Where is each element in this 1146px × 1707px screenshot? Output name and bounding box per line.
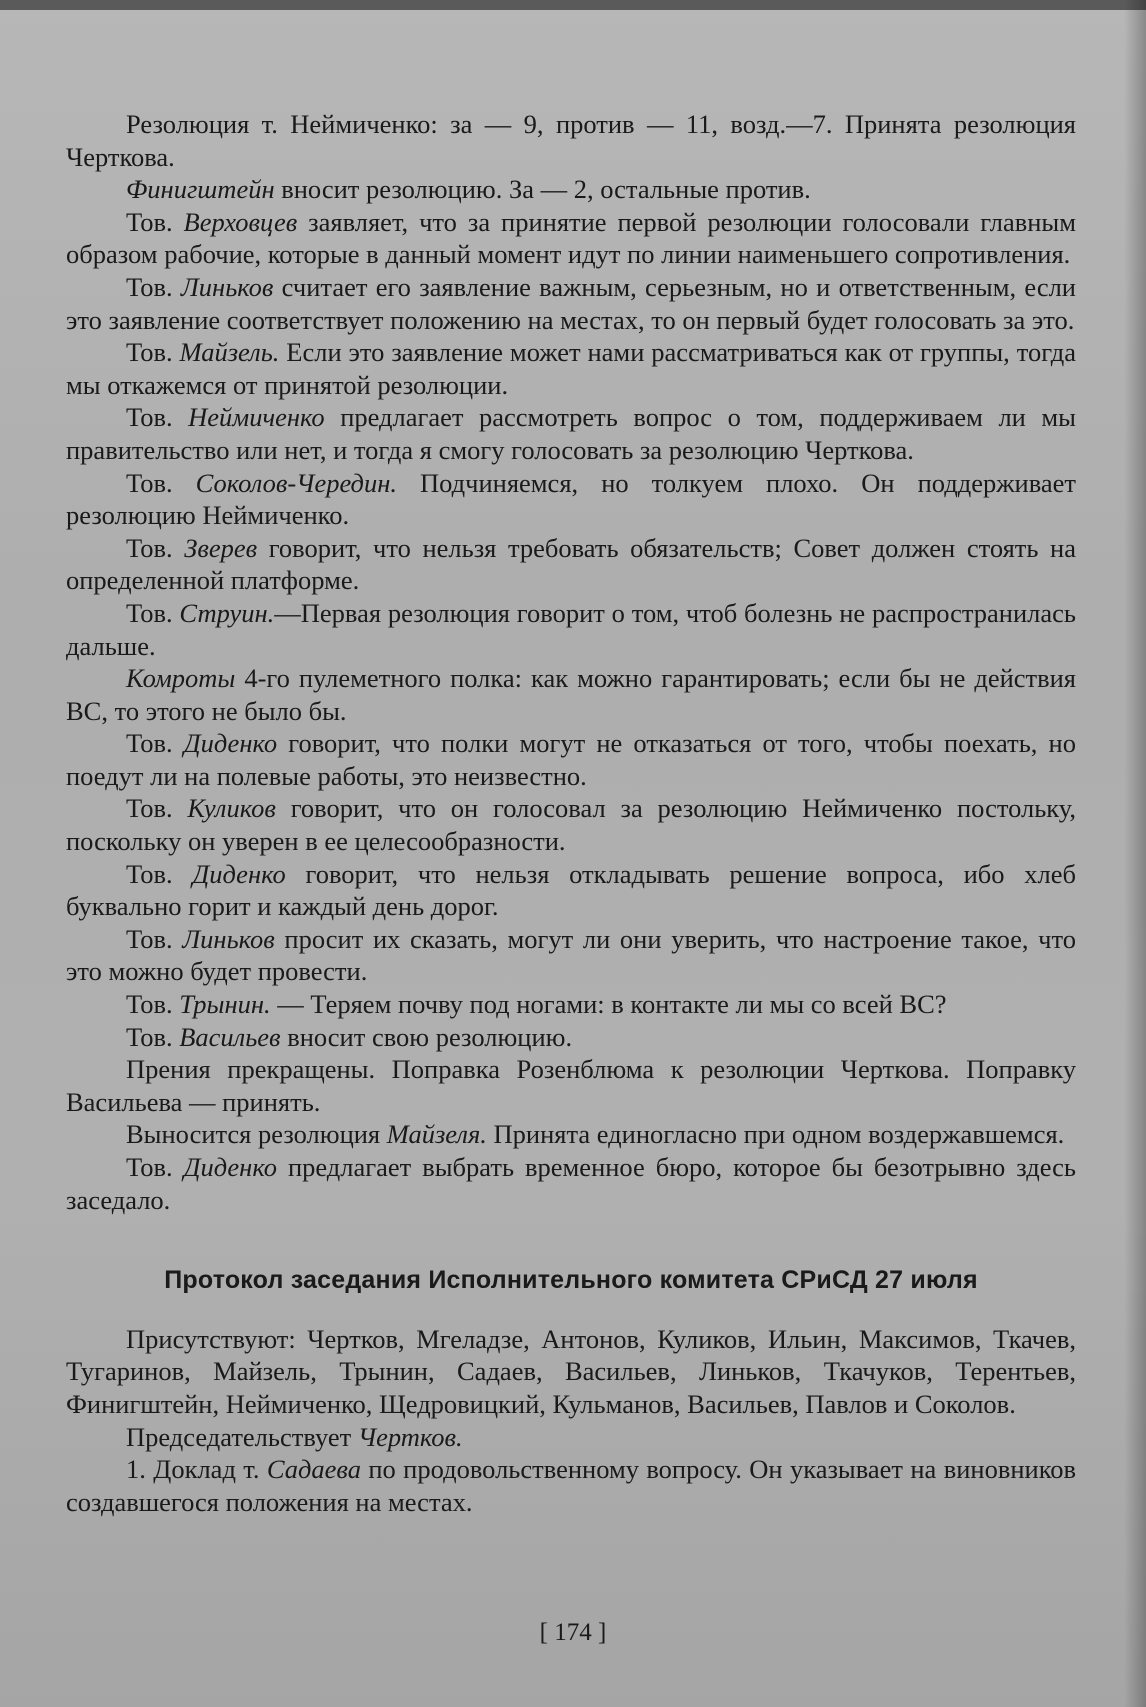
speaker-name: Майзеля. <box>386 1119 487 1150</box>
speaker-name: Финигштейн <box>126 174 275 205</box>
paragraph-text: по продовольственному вопросу. Он указывает на виновников создавшегося положения на местах. <box>66 1454 1076 1517</box>
paragraph-text: Тов. <box>126 532 185 563</box>
paragraph-text: Тов. <box>126 1021 180 1052</box>
paragraph-text: Председательствует <box>126 1421 358 1452</box>
speaker-name: Куликов <box>187 793 276 824</box>
paragraph-text: Тов. <box>126 923 183 954</box>
paragraph-text: Тов. <box>126 793 188 824</box>
speaker-name: Трынин. <box>179 989 271 1020</box>
paragraph-text: Подчиняемся, но толкуем плохо. Он поддерживает резолюцию Неймиченко. <box>66 467 1076 531</box>
paragraph-text: Тов. <box>126 337 180 368</box>
paragraph <box>66 988 1076 1021</box>
paragraph-text: Тов. <box>126 271 181 302</box>
speaker-name: Струин. <box>179 597 275 628</box>
paragraph-text: просит их сказать, могут ли они уверить, что настроение такое, что это можно будет провести. <box>66 923 1076 987</box>
paragraph-text: Прения прекращены. Поправка Розенблюма к резолюции Черткова. Поправку Васильева — принять. <box>66 1054 1076 1117</box>
paragraph-text: Тов. <box>126 1152 184 1182</box>
speaker-name: Диденко <box>183 728 278 759</box>
section-heading: Протокол заседания Исполнительного комитета СРиСД 27 июля <box>164 1266 978 1295</box>
paragraph-text: говорит, что он голосовал за резолюцию Неймиченко постольку, поскольку он уверен в ее целесообразности. <box>66 793 1076 857</box>
speaker-name: Комроты <box>126 663 236 694</box>
paragraph-text: Выносится резолюция <box>126 1119 387 1150</box>
page-number: [ 174 ] <box>539 1619 607 1646</box>
paragraph <box>66 923 1076 988</box>
paragraph <box>66 1151 1076 1216</box>
speaker-name: Диденко <box>192 858 286 889</box>
paragraph <box>66 1453 1076 1518</box>
paragraph <box>66 597 1076 662</box>
speaker-name: Зверев <box>184 532 258 563</box>
paragraph-text: Тов. <box>126 597 180 628</box>
paragraph-text: —Первая резолюция говорит о том, чтоб болезнь не распространилась дальше. <box>66 597 1076 661</box>
paragraph-text: предлагает выбрать временное бюро, которое бы безотрывно здесь заседало. <box>66 1152 1076 1215</box>
speaker-name: Линьков <box>182 923 275 954</box>
minutes-part-2 <box>66 1323 1076 1519</box>
paragraph <box>66 662 1076 727</box>
paragraph-text: заявляет, что за принятие первой резолюции голосовали главным образом рабочие, которые в данный момент идут по линии наименьшего сопротивления. <box>66 206 1076 270</box>
paragraph-text: Резолюция т. Неймиченко: за — 9, против — 11, возд.—7. Принята резолюция Черткова. <box>66 109 1076 172</box>
paragraph <box>66 1118 1076 1151</box>
speaker-name: Линьков <box>180 271 274 302</box>
paragraph-text: 1. Доклад т. <box>126 1454 267 1485</box>
document-body <box>66 108 1076 1518</box>
paragraph-text: Тов. <box>126 728 184 759</box>
paragraph-text: Тов. <box>126 858 193 889</box>
paragraph-text: Тов. <box>126 206 184 237</box>
paragraph <box>66 1421 1076 1454</box>
paragraph-text: предлагает рассмотреть вопрос о том, поддерживаем ли мы правительство или нет, и тогда я смогу голосовать за резолюцию Черткова. <box>66 402 1076 465</box>
paragraph-text: считает его заявление важным, серьезным, но и ответственным, если это заявление соответствует положению на местах, то он первый будет голосовать за это. <box>66 271 1076 335</box>
speaker-name: Неймиченко <box>188 402 325 433</box>
paragraph <box>66 108 1076 173</box>
speaker-name: Диденко <box>183 1152 277 1182</box>
speaker-name: Верховцев <box>183 206 298 237</box>
paragraph-text: — Теряем почву под ногами: в контакте ли мы со всей ВС? <box>270 989 947 1020</box>
paragraph-text: Принята единогласно при одном воздержавшемся. <box>486 1119 1065 1150</box>
paragraph <box>66 858 1076 923</box>
minutes-part-1 <box>66 108 1076 1216</box>
paragraph <box>66 467 1076 532</box>
speaker-name: Чертков. <box>357 1421 463 1452</box>
paragraph <box>66 792 1076 857</box>
paragraph-text: вносит свою резолюцию. <box>280 1021 573 1052</box>
paragraph <box>66 727 1076 792</box>
paragraph <box>66 1053 1076 1118</box>
paragraph-text: говорит, что нельзя требовать обязательств; Совет должен стоять на определенной платформе. <box>66 532 1076 596</box>
speaker-name: Майзель. <box>179 337 280 368</box>
paragraph-text: говорит, что нельзя откладывать решение вопроса, ибо хлеб буквально горит и каждый день дорог. <box>66 858 1076 922</box>
paragraph-text: Тов. <box>126 989 180 1020</box>
speaker-name: Садаева <box>266 1454 361 1485</box>
speaker-name: Васильев <box>179 1021 281 1052</box>
paragraph-text: 4-го пулеметного полка: как можно гарантировать; если бы не действия ВС, то этого не было бы. <box>66 663 1076 726</box>
paragraph <box>66 401 1076 466</box>
paragraph <box>66 206 1076 271</box>
paragraph <box>66 173 1076 206</box>
paragraph <box>66 336 1076 401</box>
paragraph-text: Если это заявление может нами рассматриваться как от группы, тогда мы откажемся от принятой резолюции. <box>66 337 1076 400</box>
paragraph-text: вносит резолюцию. За — 2, остальные против. <box>274 174 811 205</box>
paragraph-text: говорит, что полки могут не отказаться от того, чтобы поехать, но поедут ли на полевые работы, это неизвестно. <box>66 728 1076 791</box>
paragraph <box>66 1323 1076 1421</box>
paragraph-text: Тов. <box>126 402 189 433</box>
paragraph-text: Присутствуют: Чертков, Мгеладзе, Антонов, Куликов, Ильин, Максимов, Ткачев, Тугаринов, Майзель, Трынин, Садаев, Васильев, Линьков, Ткачуков, Терентьев, Финигштейн, Неймиченко, Щедровицкий, Кульманов, Васильев, Павлов и Соколов. <box>66 1323 1076 1419</box>
paragraph <box>66 1021 1076 1054</box>
paragraph <box>66 271 1076 336</box>
paragraph-text: Тов. <box>126 467 196 498</box>
paragraph <box>66 532 1076 597</box>
speaker-name: Соколов-Чередин. <box>195 467 397 498</box>
